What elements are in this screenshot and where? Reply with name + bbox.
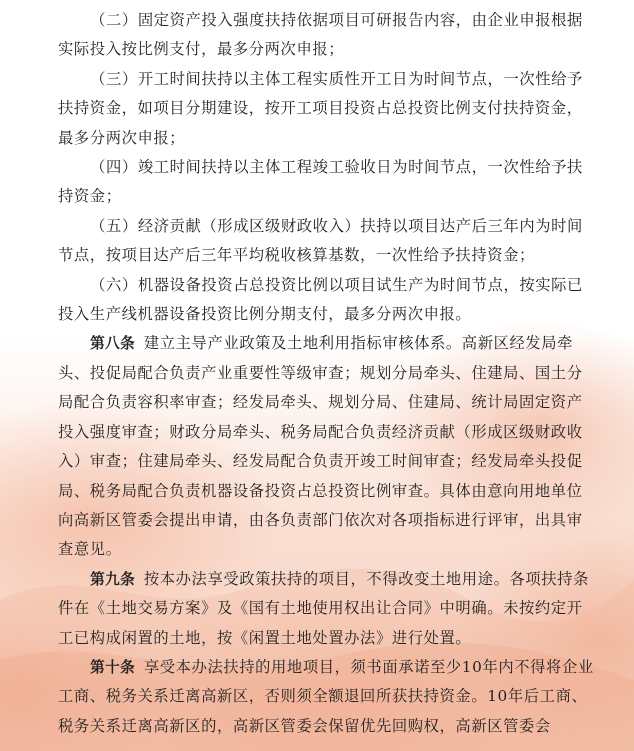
paragraph-text: （四）竣工时间扶持以主体工程竣工验收日为时间节点，一次性给予扶持资金； [58,158,583,206]
article-9 [58,565,596,653]
paragraph-clause-2 [58,6,596,65]
article-8 [58,329,596,564]
paragraph-clause-4 [58,153,596,212]
article-text: 按本办法享受政策扶持的项目，不得改变土地用途。各项扶持条件在《土地交易方案》及《国有土地使用权出让合同》中明确。未按约定开工已构成闲置的土地，按《闲置土地处置办法》进行处置。 [58,569,589,647]
paragraph-text: （五）经济贡献（形成区级财政收入）扶持以项目达产后三年内为时间节点，按项目达产后三年平均税收核算基数，一次性给予扶持资金； [58,216,583,265]
paragraph-clause-3 [58,65,596,153]
article-title: 第八条 [90,335,136,353]
article-10 [58,653,596,741]
article-title: 第九条 [90,570,136,588]
article-title: 第十条 [90,658,136,676]
paragraph-text: （三）开工时间扶持以主体工程实质性开工日为时间节点，一次性给予扶持资金，如项目分期建设，按开工项目投资占总投资比例支付扶持资金，最多分两次申报； [58,69,583,147]
paragraph-text: （六）机器设备投资占总投资比例以项目试生产为时间节点，按实际已投入生产线机器设备投资比例分期支付，最多分两次申报。 [58,275,583,324]
article-text: 享受本办法扶持的用地项目，须书面承诺至少10年内不得将企业工商、税务关系迁离高新区，否则须全额退回所获扶持资金。10年后工商、税务关系迁离高新区的，高新区管委会保留优先回购权，高新区管委会 [58,657,594,735]
paragraph-text: （二）固定资产投入强度扶持依据项目可研报告内容，由企业申报根据实际投入按比例支付，最多分两次申报； [58,11,583,59]
paragraph-clause-6 [58,271,596,330]
article-text: 建立主导产业政策及土地利用指标审核体系。高新区经发局牵头、投促局配合负责产业重要性等级审查；规划分局牵头、住建局、国土分局配合负责容积率审查；经发局牵头、规划分局、住建局、统计局固定资产投入强度审查；财政分局牵头、税务局配合负责经济贡献（形成区级财政收入）审查；住建局牵头、经发局配合负责开竣工时间审查；经发局牵头投促局、税务局配合负责机器设备投资占总投资比例审查。具体由意向用地单位向高新区管委会提出申请，由各负责部门依次对各项指标进行评审，出具审查意见。 [58,334,583,559]
paragraph-clause-5 [58,212,596,271]
